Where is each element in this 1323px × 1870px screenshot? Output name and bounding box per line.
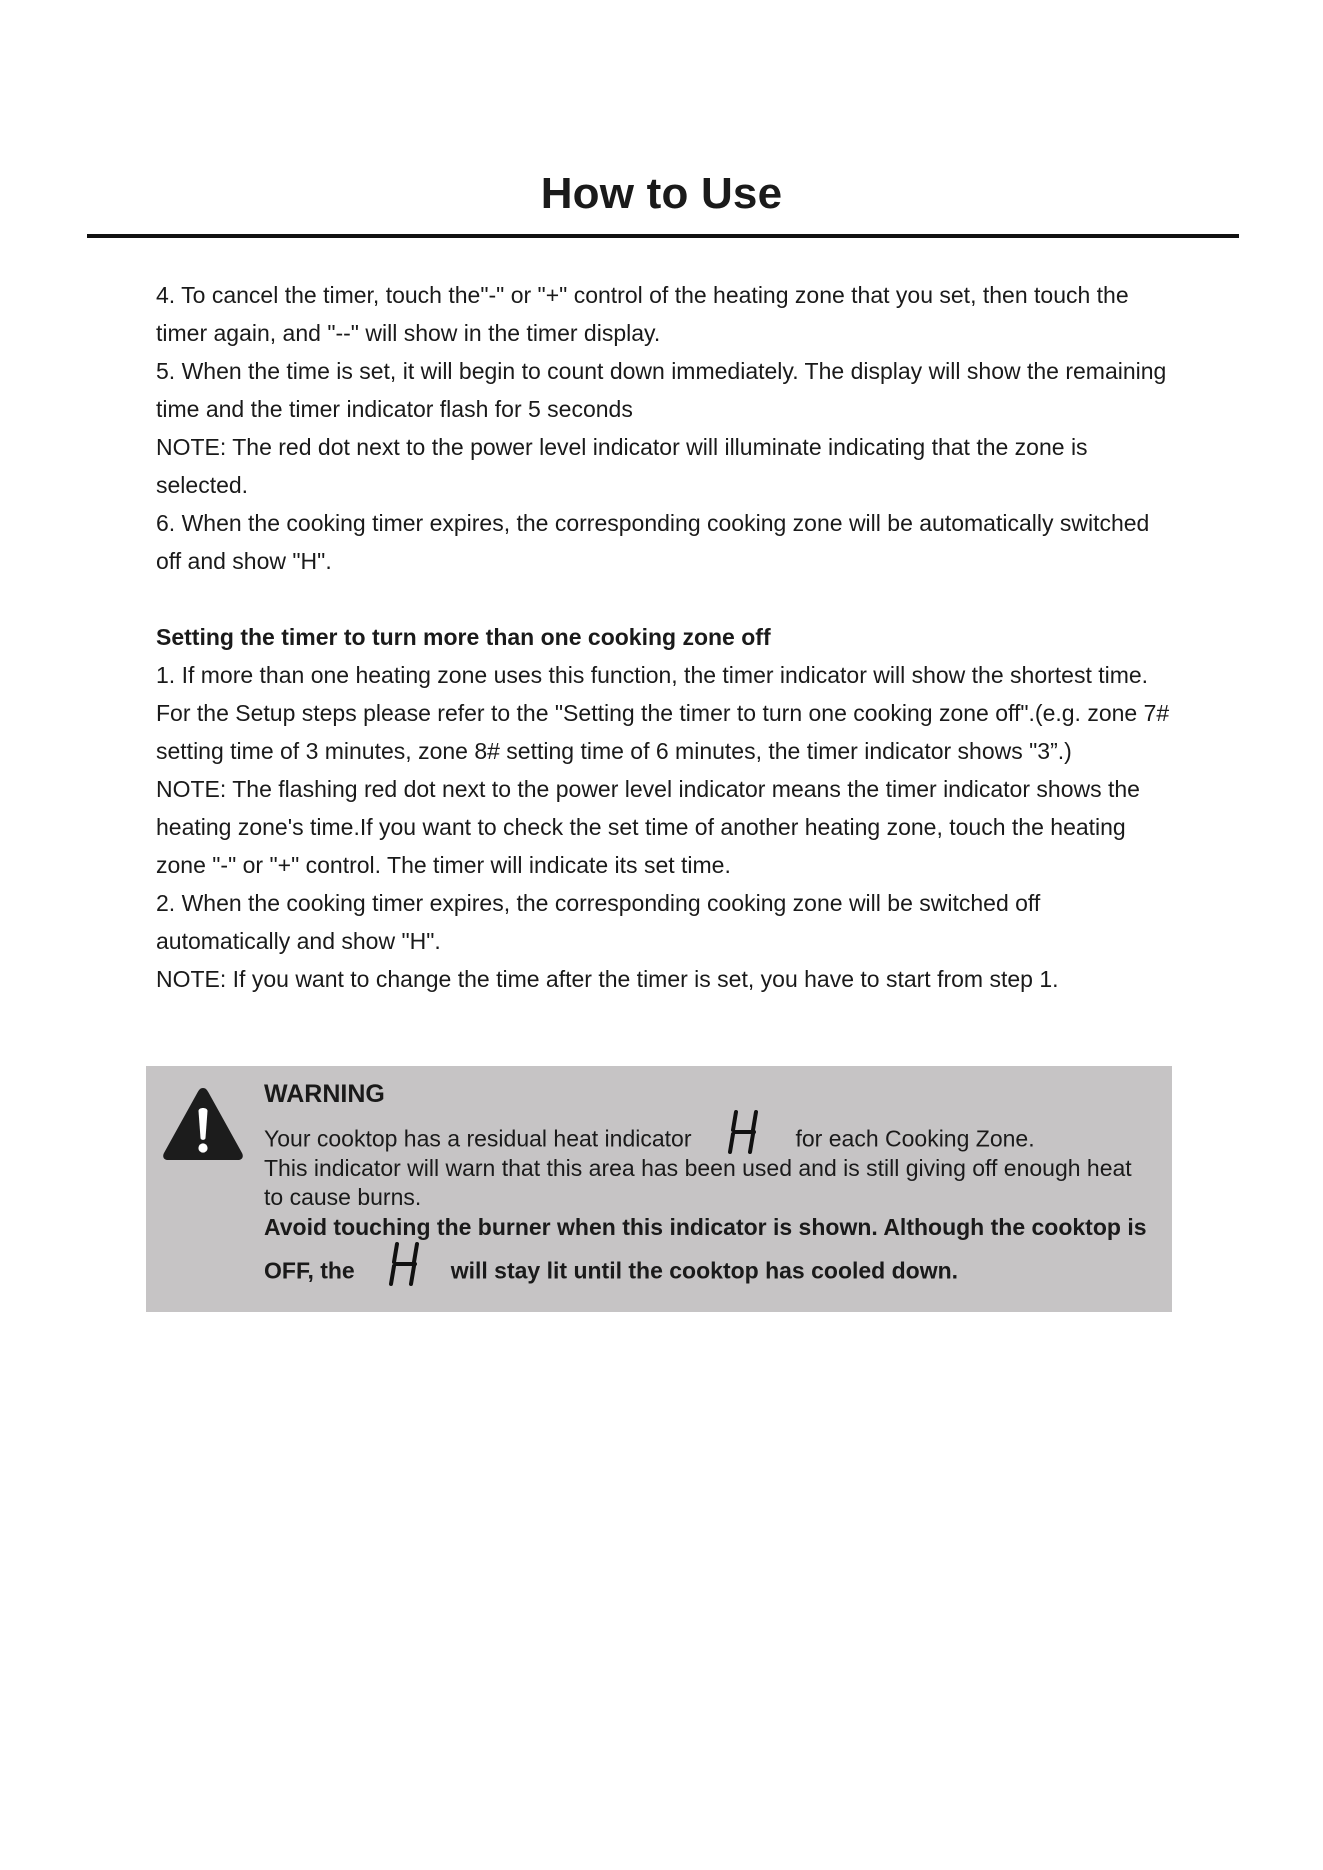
step-4-cancel-timer: 4. To cancel the timer, touch the"-" or "+" control of the heating zone that you set, then touch the timer again, and "--" will show in the timer display. (156, 282, 1129, 346)
note-change-time: NOTE: If you want to change the time after the timer is set, you have to start from step 1. (156, 966, 1059, 992)
warning-line-1 (264, 1110, 1154, 1154)
warning-line-2: This indicator will warn that this area has been used and is still giving off enough heat to cause burns. (264, 1154, 1132, 1210)
note-flashing-dot: NOTE: The flashing red dot next to the power level indicator means the timer indicator shows the heating zone's time.If you want to check the set time of another heating zone, touch the heating zone "-" or "+" control. The timer will indicate its set time. (156, 776, 1140, 878)
multi-zone-step-1: 1. If more than one heating zone uses this function, the timer indicator will show the shortest time. For the Setup steps please refer to the "Setting the timer to turn one cooking zone off".(e.g. zone 7# setting time of 3 minutes, zone 8# setting time of 6 minutes, the timer indicator shows "3”.) (156, 662, 1170, 764)
warning-line-1-start: Your cooktop has a residual heat indicator (264, 1125, 692, 1151)
warning-bold-text (264, 1213, 1154, 1287)
warning-line-1-end: for each Cooking Zone. (795, 1125, 1035, 1151)
multi-zone-step-2: 2. When the cooking timer expires, the corresponding cooking zone will be switched off automatically and show "H". (156, 890, 1041, 954)
note-red-dot: NOTE: The red dot next to the power level indicator will illuminate indicating that the zone is selected. (156, 434, 1088, 498)
residual-heat-h-icon (389, 1242, 421, 1286)
warning-box (146, 1066, 1172, 1312)
step-6-timer-expires: 6. When the cooking timer expires, the corresponding cooking zone will be automatically switched off and show "H". (156, 510, 1150, 574)
step-5-countdown: 5. When the time is set, it will begin to count down immediately. The display will show the remaining time and the timer indicator flash for 5 seconds (156, 358, 1167, 422)
warning-text (264, 1080, 1154, 1286)
title-divider (87, 234, 1239, 238)
page-title: How to Use (540, 169, 783, 218)
warning-bold-end: will stay lit until the cooktop has cooled down. (450, 1257, 959, 1284)
warning-bold-start: Avoid touching the burner when this indicator is shown. Although the cooktop is OFF, the (264, 1213, 1147, 1284)
residual-heat-h-icon (728, 1110, 760, 1154)
section-heading-multiple-zones: Setting the timer to turn more than one cooking zone off (156, 624, 771, 650)
instructions-body (156, 276, 1176, 998)
paragraph-gap (156, 580, 1176, 618)
warning-title: WARNING (264, 1080, 385, 1108)
warning-triangle-icon (160, 1084, 246, 1162)
